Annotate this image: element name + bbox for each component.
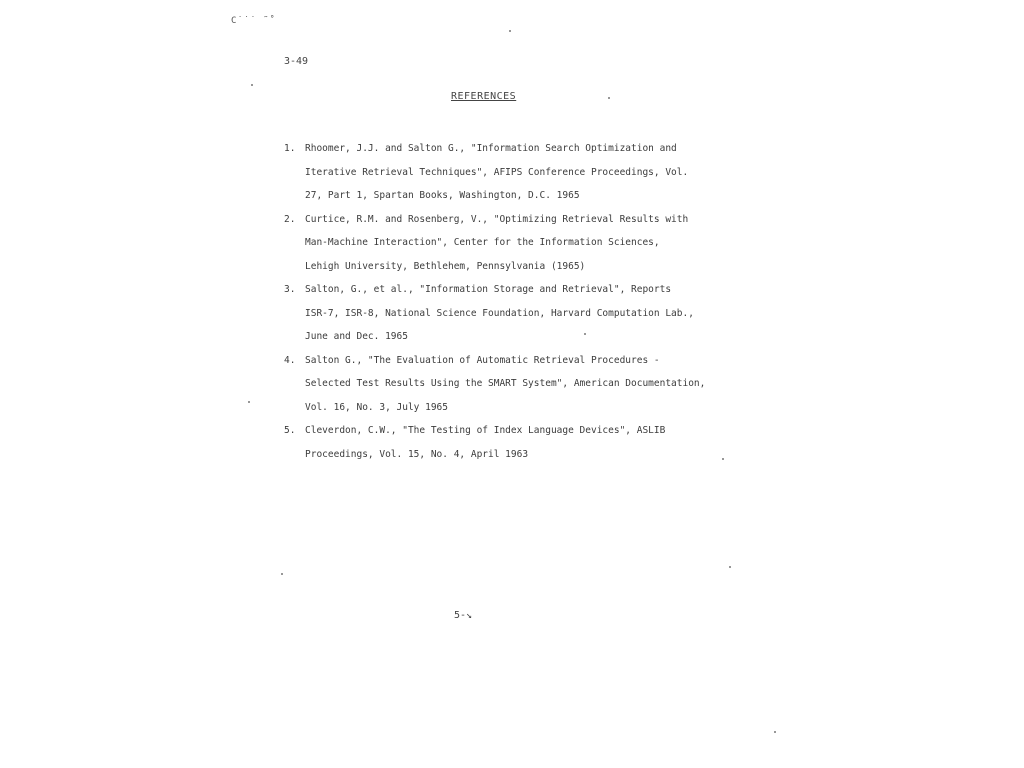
reference-line: Proceedings, Vol. 15, No. 4, April 1963 [305, 448, 529, 460]
reference-line: Vol. 16, No. 3, July 1965 [305, 401, 448, 413]
page-number: 3-49 [284, 56, 309, 67]
reference-line: June and Dec. 1965 [305, 331, 408, 342]
references-list [284, 137, 724, 466]
scan-speck [248, 401, 250, 403]
reference-item-1 [284, 137, 724, 208]
reference-number: 2. [284, 213, 296, 225]
reference-line: Iterative Retrieval Techniques", AFIPS Conference Proceedings, Vol. [305, 166, 689, 178]
reference-item-4 [284, 349, 724, 420]
scan-speck [774, 731, 776, 733]
scan-speck [584, 333, 586, 335]
scan-speck [509, 30, 511, 32]
corner-mark: C˙˙˙ ˜˚ [231, 16, 276, 26]
reference-line: Salton G., "The Evaluation of Automatic Retrieval Procedures - [305, 354, 660, 366]
reference-line: ISR-7, ISR-8, National Science Foundation, Harvard Computation Lab., [305, 307, 694, 319]
references-heading: REFERENCES [451, 91, 517, 102]
scan-speck [729, 566, 731, 568]
reference-number: 5. [284, 425, 296, 436]
reference-number: 4. [284, 354, 296, 366]
scan-speck [251, 84, 253, 86]
reference-number: 1. [284, 143, 296, 154]
reference-line: Salton, G., et al., "Information Storage and Retrieval", Reports [305, 284, 672, 295]
reference-line: Selected Test Results Using the SMART System", American Documentation, [305, 378, 706, 389]
reference-line: Rhoomer, J.J. and Salton G., "Information Search Optimization and [305, 143, 677, 154]
scan-speck [722, 458, 724, 460]
reference-line: Cleverdon, C.W., "The Testing of Index Language Devices", ASLIB [305, 425, 666, 436]
reference-line: Curtice, R.M. and Rosenberg, V., "Optimizing Retrieval Results with [305, 213, 689, 225]
reference-line: 27, Part 1, Spartan Books, Washington, D.C. 1965 [305, 190, 580, 201]
reference-item-2 [284, 208, 724, 279]
scan-speck [281, 573, 283, 575]
scan-speck [608, 97, 610, 99]
footer-mark: 5-↘ [454, 610, 473, 621]
reference-item-5 [284, 419, 724, 466]
reference-number: 3. [284, 284, 296, 295]
reference-line: Man-Machine Interaction", Center for the Information Sciences, [305, 237, 660, 248]
reference-line: Lehigh University, Bethlehem, Pennsylvania (1965) [305, 260, 586, 272]
reference-item-3 [284, 278, 724, 349]
